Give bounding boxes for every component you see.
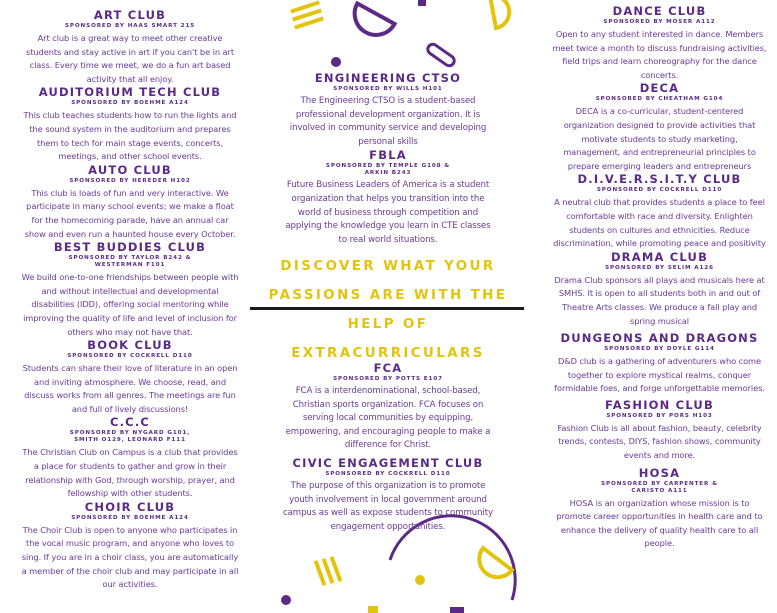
- club-drama: [552, 251, 767, 328]
- headline-line: DISCOVER WHAT YOUR: [280, 259, 496, 274]
- club-sponsor: SPONSORED BY SELIM A126: [605, 264, 714, 271]
- club-name: C.C.C: [109, 415, 151, 430]
- purple-pill-shape: [426, 42, 456, 67]
- club-best-buddies: [20, 241, 240, 339]
- club-description: This club is loads of fun and very interactive. We participate in many school events; we make a float for the homecoming parade, have an annual car show and even run a haunted house every October.: [24, 187, 236, 239]
- yellow-stripe-shape: [322, 558, 335, 584]
- club-name: DECA: [639, 81, 680, 96]
- club-name: AUDITORIUM TECH CLUB: [38, 85, 222, 100]
- club-name: DUNGEONS AND DRAGONS: [560, 331, 759, 346]
- club-description: D&D club is a gathering of adventurers who come together to explore mystical realms, conquer formidable foes, and forge unforgettable memories.: [554, 356, 765, 394]
- club-name: BEST BUDDIES CLUB: [53, 240, 207, 255]
- yellow-stripe-shape: [314, 560, 327, 586]
- club-name: BOOK CLUB: [87, 338, 173, 353]
- club-description: Art club is a great way to meet other creative students and stay active in art if you can't be in art class. Every time we meet, we do a fun art based activity that all enjoy.: [26, 33, 234, 84]
- club-description: Future Business Leaders of America is a student organization that helps you transition into the world of business through competition and applying the knowledge you learn in CTE classes to real world situations.: [285, 180, 491, 245]
- headline-line: EXTRACURRICULARS: [291, 346, 485, 361]
- club-description: Fashion Club is all about fashion, beauty, celebrity trends, contests, DIYS, fashion shows, community events and more.: [557, 422, 762, 461]
- club-name: FASHION CLUB: [605, 397, 714, 412]
- club-art: [20, 9, 240, 86]
- headline: [262, 252, 514, 368]
- club-name: FBLA: [369, 148, 407, 163]
- club-sponsor: SPONSORED BY WILLS H101: [333, 86, 443, 92]
- club-name: D.I.V.E.R.S.I.T.Y CLUB: [577, 172, 742, 187]
- club-sponsor: SPONSORED BY DOYLE G114: [604, 346, 715, 353]
- yellow-half-moon-shape: [490, 0, 509, 28]
- club-sponsor: SPONSORED BY HEREDER H102: [69, 177, 191, 184]
- club-sponsor: SPONSORED BY COCKRELL D110: [67, 353, 193, 360]
- purple-half-moon-shape: [350, 0, 396, 41]
- club-dungeons-and-dragons: [552, 332, 767, 396]
- club-sponsor: SPONSORED BY MOSER A112: [603, 19, 716, 25]
- club-book: [20, 339, 240, 416]
- club-description: This club teaches students how to run the lights and the sound system in the auditorium and prepares them to tech for main stage events, concerts, meetings, and other school events.: [23, 110, 237, 162]
- club-hosa: [552, 467, 767, 551]
- yellow-stripe-shape: [292, 8, 322, 21]
- club-description: HOSA is an organization whose mission is to promote career opportunities in health care and to enhance the delivery of quality health care to all people.: [556, 497, 763, 549]
- club-name: CIVIC ENGAGEMENT CLUB: [292, 455, 484, 470]
- club-engineering-ctso: [282, 72, 494, 149]
- club-civic-engagement: [282, 457, 494, 534]
- club-sponsor: SPONSORED BY CHEATHAM G104: [595, 96, 724, 103]
- club-fashion: [552, 399, 767, 463]
- club-description: We build one-to-one friendships between people with and without intellectual and developmental disabilities (IDD), offering social mentoring while improving the quality of life and level of inclusion for others who may not have that.: [21, 272, 239, 337]
- purple-dot-shape: [331, 57, 341, 67]
- yellow-stripe-shape: [330, 556, 343, 582]
- club-description: The Christian Club on Campus is a club that provides a place for students to gather and grow in their relationship with God, through worship, prayer, and fellowship with other students.: [22, 447, 238, 499]
- club-ccc: [20, 416, 240, 500]
- club-description: Open to any student interested in dance. Members meet twice a month to discuss fundraising activities, field trips and learn choreography for the dance concerts.: [552, 29, 767, 80]
- club-description: DECA is a co-curricular, student-centered organization designed to provide activities that motivate students to study marketing, management, and entrepreneurial principles to prepare emerging leaders and entrepreneurs: [563, 106, 756, 171]
- club-fca: [282, 362, 494, 453]
- club-sponsor: SPONSORED BY COCKRELL D110: [325, 470, 451, 477]
- club-description: The Choir Club is open to anyone who participates in the vocal music program, and anyone who loves to sing. If you are in a choir class, you are automatically a member of the choir club and may participate in all our activities.: [21, 524, 239, 590]
- club-description: The Engineering CTSO is a student-based professional development organization. It is involved in community service and developing personal skills: [289, 96, 487, 147]
- purple-dash-shape: [450, 607, 464, 613]
- club-sponsor: SPONSORED BY TAYLOR B242 & WESTERMAN F101: [68, 255, 192, 269]
- purple-dash-shape: [418, 0, 426, 6]
- yellow-dot-shape: [415, 575, 425, 585]
- club-sponsor: SPONSORED BY NYGARD G101, SMITH O129, LEONARD F111: [69, 430, 191, 444]
- club-choir: [20, 501, 240, 592]
- left-column: [20, 9, 240, 592]
- club-sponsor: SPONSORED BY POTTS E107: [333, 376, 443, 382]
- yellow-stripe-shape: [294, 16, 324, 29]
- club-description: FCA is a interdenominational, school-based, Christian sports organization. FCA focuses on serving local communities by equipping, empowering, and encouraging people to make a difference for Christ.: [285, 386, 491, 451]
- club-diversity: [552, 173, 767, 250]
- club-description: The purpose of this organization is to promote youth involvement in local government around campus as well as expose students to community engagement opportunities.: [283, 480, 493, 532]
- club-name: ENGINEERING CTSO: [314, 71, 462, 85]
- club-sponsor: SPONSORED BY CARPENTER & CARISTO A111: [601, 480, 718, 494]
- yellow-half-moon-shape: [479, 548, 512, 577]
- top-shapes: [290, 0, 509, 68]
- club-auditorium-tech: [20, 86, 240, 163]
- club-description: Drama Club sponsors all plays and musicals here at SMHS. It is open to all students both in and out of Theatre Arts classes. We produce a fall play and spring musical: [554, 274, 765, 326]
- club-sponsor: SPONSORED BY HAAS SMART 215: [64, 23, 196, 29]
- club-name: ART CLUB: [93, 8, 167, 22]
- headline-line: HELP OF: [347, 317, 429, 332]
- club-auto: [20, 164, 240, 241]
- divider-rule: [250, 307, 524, 310]
- club-description: A neutral club that provides students a place to feel comfortable with race and diversity. Enlighten students on cultures and ethnicities. Reduce discrimination, while promoting peace and positivity: [553, 197, 766, 249]
- club-fbla: [282, 149, 494, 247]
- yellow-dash-shape: [368, 606, 378, 613]
- yellow-stripe-shape: [290, 0, 320, 13]
- club-sponsor: SPONSORED BY COCKRELL D110: [596, 187, 723, 194]
- club-dance: [552, 5, 767, 82]
- club-deca: [552, 82, 767, 173]
- club-name: FCA: [373, 361, 403, 375]
- club-sponsor: SPONSORED BY BOEHME A124: [71, 100, 189, 107]
- club-sponsor: SPONSORED BY TEMPLE G108 & ARKIN B243: [325, 163, 451, 177]
- club-sponsor: SPONSORED BY PORS H103: [606, 412, 713, 419]
- club-name: DRAMA CLUB: [610, 249, 709, 264]
- club-name: HOSA: [638, 465, 681, 480]
- middle-column-bottom: [282, 362, 494, 534]
- club-description: Students can share their love of literature in an open and inviting atmosphere. We choose, read, and discuss works from all genres. The meetings are fun and full of lively discussions!: [22, 363, 238, 414]
- right-column: [552, 5, 767, 551]
- club-name: AUTO CLUB: [88, 162, 172, 177]
- club-name: DANCE CLUB: [612, 4, 707, 18]
- middle-column-top: [282, 72, 494, 247]
- club-sponsor: SPONSORED BY BOEHME A124: [71, 514, 189, 521]
- purple-dot-shape: [281, 595, 291, 605]
- club-name: CHOIR CLUB: [84, 499, 176, 514]
- headline-line: PASSIONS ARE WITH THE: [268, 288, 508, 303]
